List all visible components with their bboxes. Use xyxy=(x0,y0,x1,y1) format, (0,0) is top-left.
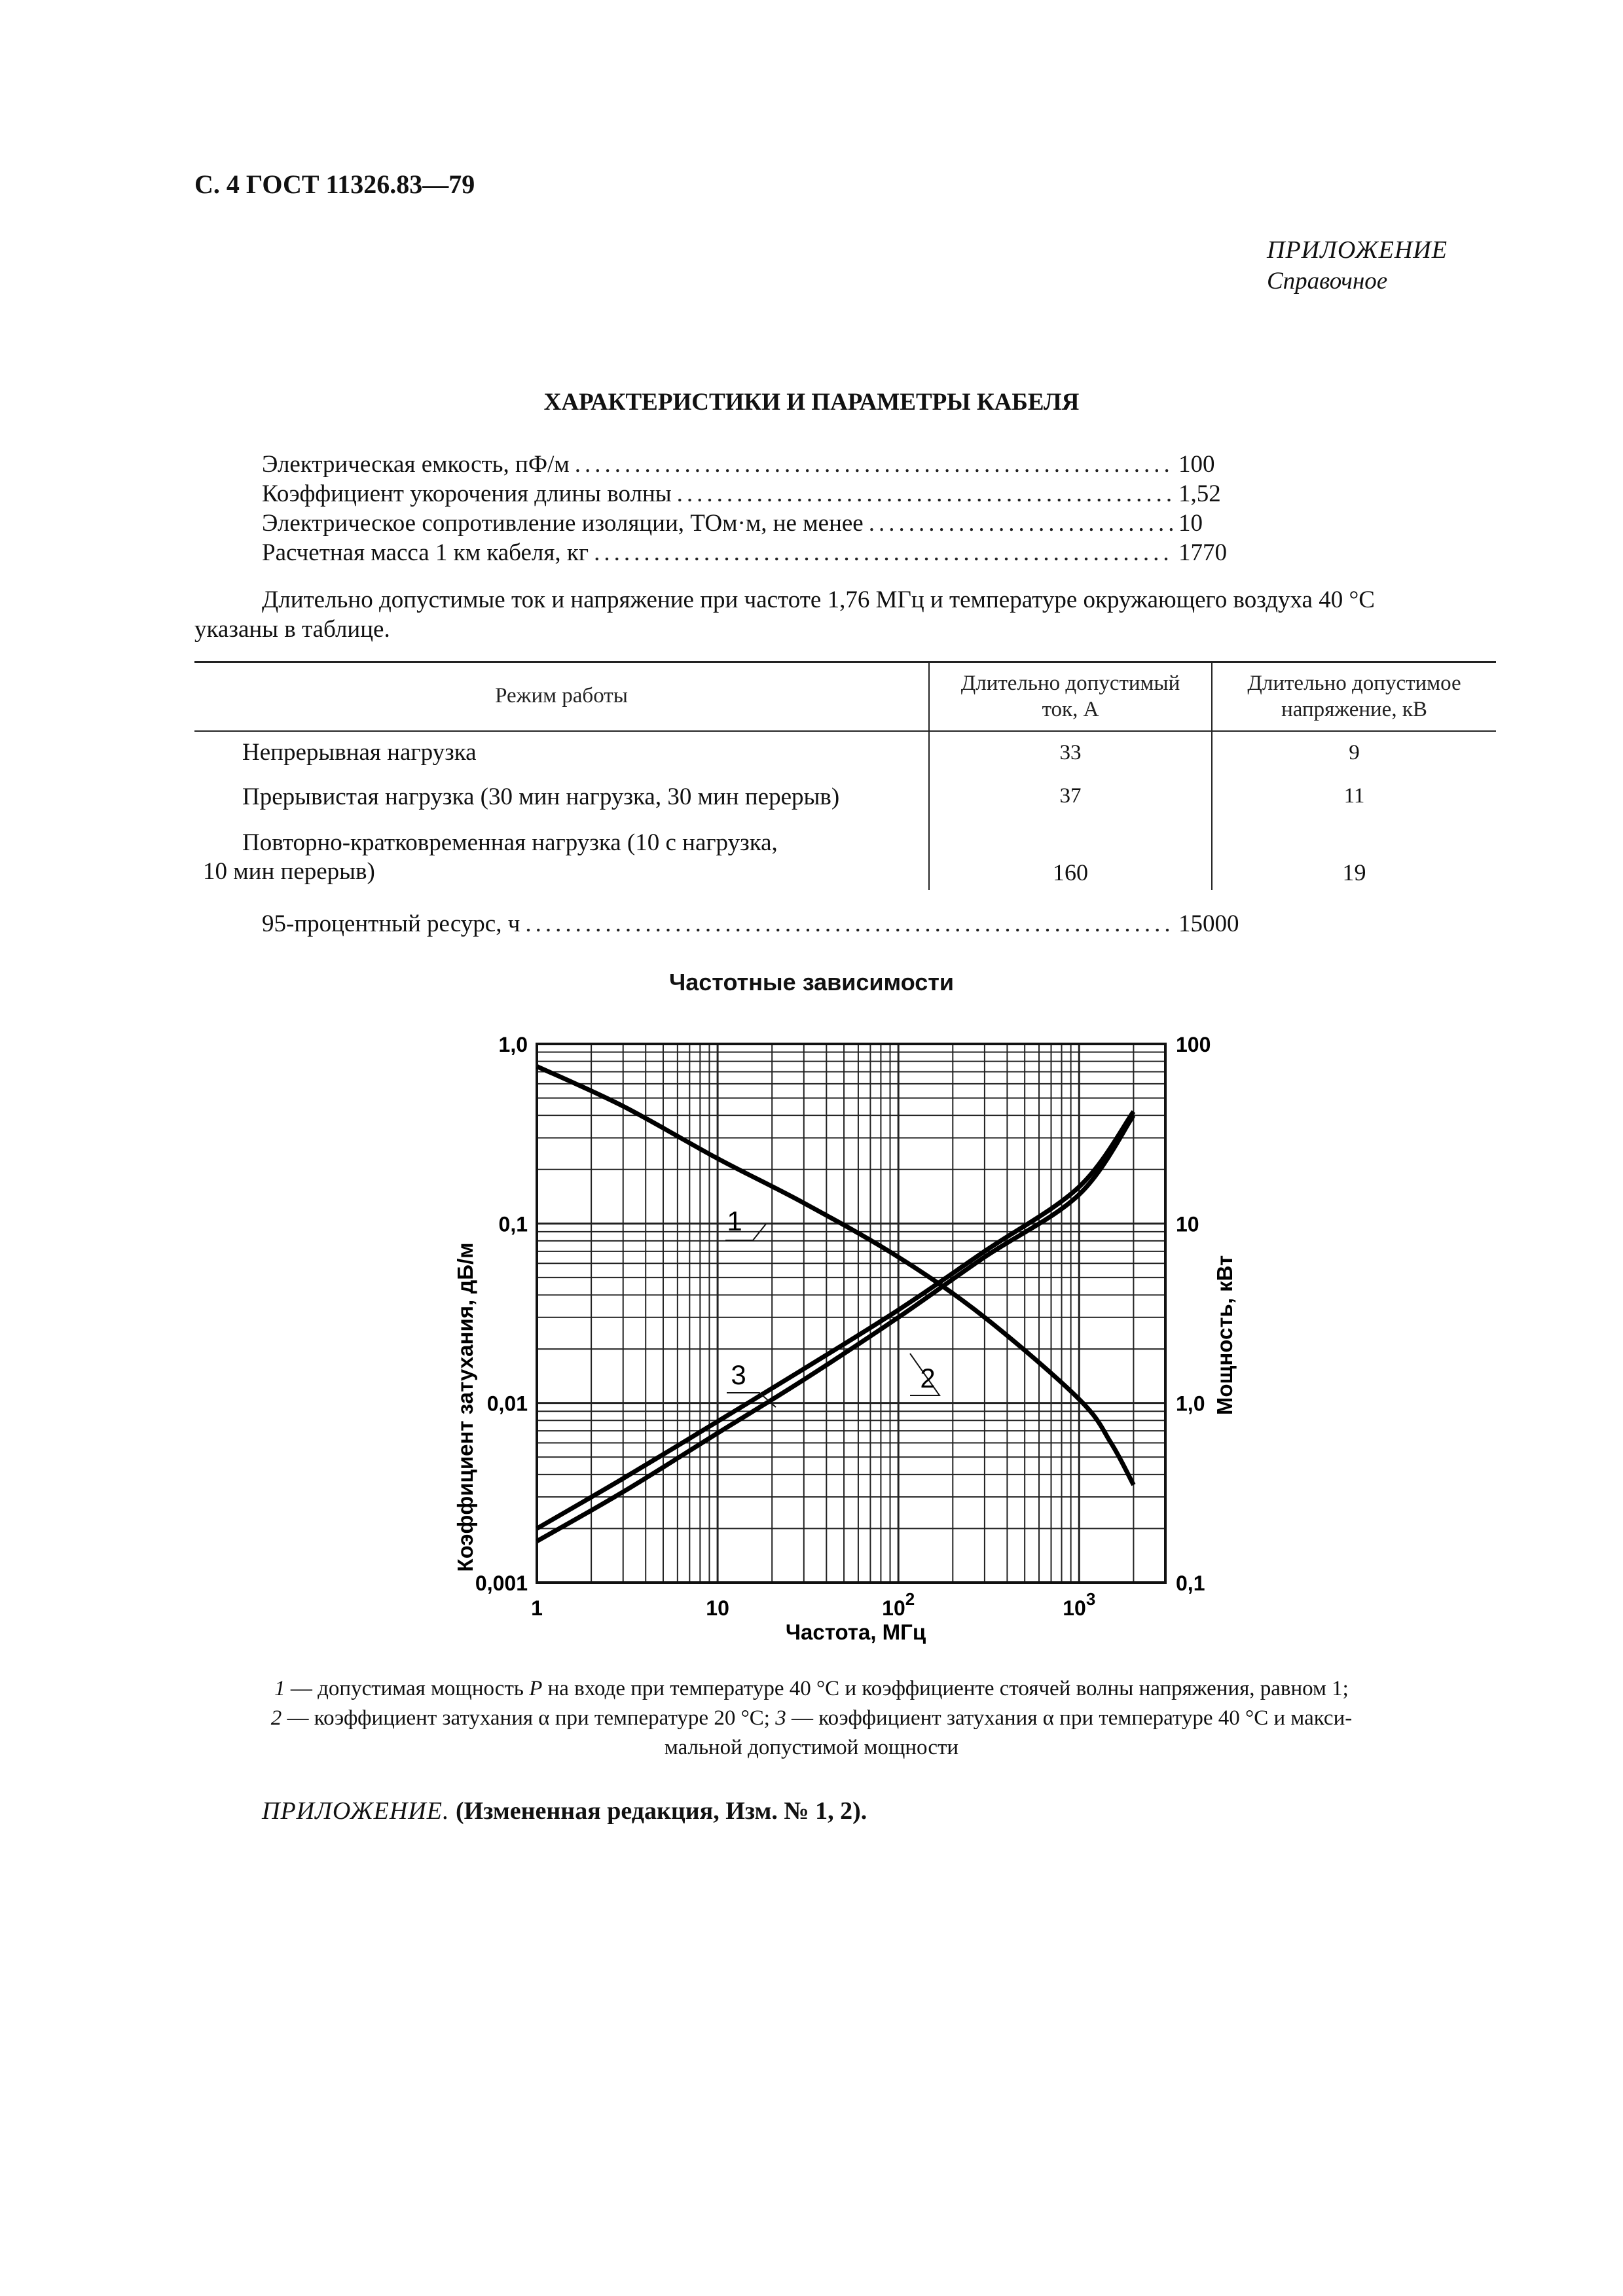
page-header: С. 4 ГОСТ 11326.83—79 xyxy=(194,170,475,199)
y-tick-label-left: 0,1 xyxy=(498,1212,528,1236)
frequency-chart xyxy=(0,1008,1623,1689)
header-line: Длительно допустимый xyxy=(960,672,1180,695)
chart-title: Частотные зависимости xyxy=(668,969,955,996)
table-header-voltage xyxy=(1213,670,1496,723)
y-tick-label-left: 0,01 xyxy=(486,1391,528,1416)
caption-num: 1 xyxy=(274,1677,285,1700)
param-row xyxy=(262,509,1250,537)
x-tick-label: $10^2$ xyxy=(882,1589,915,1620)
param-label: Расчетная масса 1 км кабеля, кг xyxy=(262,539,589,566)
table-cell-mode: Прерывистая нагрузка (30 мин нагрузка, 30 мин перерыв) xyxy=(242,783,840,810)
caption-var: P xyxy=(529,1677,543,1700)
y-axis-label-right: Мощность, кВт xyxy=(1213,1255,1237,1416)
chart-grid xyxy=(537,1044,1165,1583)
caption-text: — допустимая мощность xyxy=(285,1677,530,1700)
header-line: ток, А xyxy=(1042,698,1099,721)
series-label-2: 2 xyxy=(920,1363,936,1393)
table-top-rule xyxy=(194,661,1496,663)
table-cell-current: 160 xyxy=(1053,859,1088,886)
caption-num: 2 xyxy=(270,1706,282,1730)
x-tick-label: 1 xyxy=(531,1596,543,1620)
footnote-italic: ПРИЛОЖЕНИЕ. xyxy=(262,1797,450,1825)
param-label: Электрическая емкость, пФ/м xyxy=(262,451,570,478)
param-row xyxy=(262,450,1250,478)
y-tick-label-right: 100 xyxy=(1176,1033,1211,1056)
param-value: 10 xyxy=(1178,510,1203,537)
chart-ticks xyxy=(475,1033,1211,1620)
param-row xyxy=(262,539,1250,567)
table-cell-mode: 10 мин перерыв) xyxy=(203,858,375,885)
param-label: Электрическое сопротивление изоляции, ТОм·м, не менее xyxy=(262,510,864,537)
table-cell-mode: Повторно-кратковременная нагрузка (10 с нагрузка, xyxy=(242,829,778,856)
table-cell-current: 33 xyxy=(1059,741,1082,764)
series-line-1 xyxy=(537,1066,1133,1484)
caption-line xyxy=(0,1677,1623,1701)
header-line: напряжение, кВ xyxy=(1281,698,1427,721)
caption-text: на входе при температуре 40 °С и коэффициенте стоячей волны напряжения, равном 1; xyxy=(542,1677,1349,1700)
table-header-rule xyxy=(194,730,1496,732)
caption-num: 3 xyxy=(775,1706,786,1730)
caption-line: мальной допустимой мощности xyxy=(664,1736,959,1759)
table-cell-voltage: 9 xyxy=(1349,741,1360,764)
caption-text: — коэффициент затухания α при температуре 20 °С; xyxy=(282,1706,776,1730)
series-label-1: 1 xyxy=(727,1206,742,1236)
table-cell-voltage: 11 xyxy=(1343,784,1365,808)
resource-value: 15000 xyxy=(1178,910,1239,937)
appendix-label: ПРИЛОЖЕНИЕ xyxy=(1267,236,1448,264)
intro-text-cont: указаны в таблице. xyxy=(194,616,390,643)
footnote xyxy=(262,1797,867,1825)
y-tick-label-right: 10 xyxy=(1176,1212,1199,1236)
x-tick-label: 10 xyxy=(706,1596,729,1620)
intro-text: Длительно допустимые ток и напряжение при частоте 1,76 МГц и температуре окружающего воздуха 40 °С xyxy=(262,586,1375,613)
param-value: 100 xyxy=(1178,451,1215,478)
table-header-mode: Режим работы xyxy=(495,684,628,708)
section-title: ХАРАКТЕРИСТИКИ И ПАРАМЕТРЫ КАБЕЛЯ xyxy=(543,389,1080,416)
y-tick-label-left: 1,0 xyxy=(498,1033,528,1056)
header-line: Длительно допустимое xyxy=(1247,672,1461,695)
x-tick-label: $10^3$ xyxy=(1063,1589,1096,1620)
param-label: Коэффициент укорочения длины волны xyxy=(262,480,672,507)
param-value: 1,52 xyxy=(1178,480,1221,507)
footnote-bold: (Измененная редакция, Изм. № 1, 2). xyxy=(449,1797,867,1825)
y-tick-label-left: 0,001 xyxy=(475,1571,528,1595)
table-cell-voltage: 19 xyxy=(1342,859,1366,886)
y-axis-label-left: Коэффициент затухания, дБ/м xyxy=(453,1242,477,1572)
resource-label: 95-процентный ресурс, ч xyxy=(262,910,520,937)
caption-line xyxy=(0,1706,1623,1731)
param-row xyxy=(262,480,1250,508)
series-line-3 xyxy=(537,1111,1133,1528)
y-tick-label-right: 0,1 xyxy=(1176,1571,1205,1595)
table-header-current xyxy=(930,670,1211,723)
appendix-sub: Справочное xyxy=(1267,268,1388,295)
x-axis-label: Частота, МГц xyxy=(785,1620,926,1644)
y-tick-label-right: 1,0 xyxy=(1176,1391,1205,1416)
param-value: 1770 xyxy=(1178,539,1227,566)
table-cell-current: 37 xyxy=(1059,784,1082,808)
series-label-3: 3 xyxy=(731,1359,746,1390)
caption-text: — коэффициент затухания α при температуре 40 °С и макси- xyxy=(786,1706,1353,1730)
table-cell-mode: Непрерывная нагрузка xyxy=(242,739,477,766)
resource-row xyxy=(262,910,1264,938)
